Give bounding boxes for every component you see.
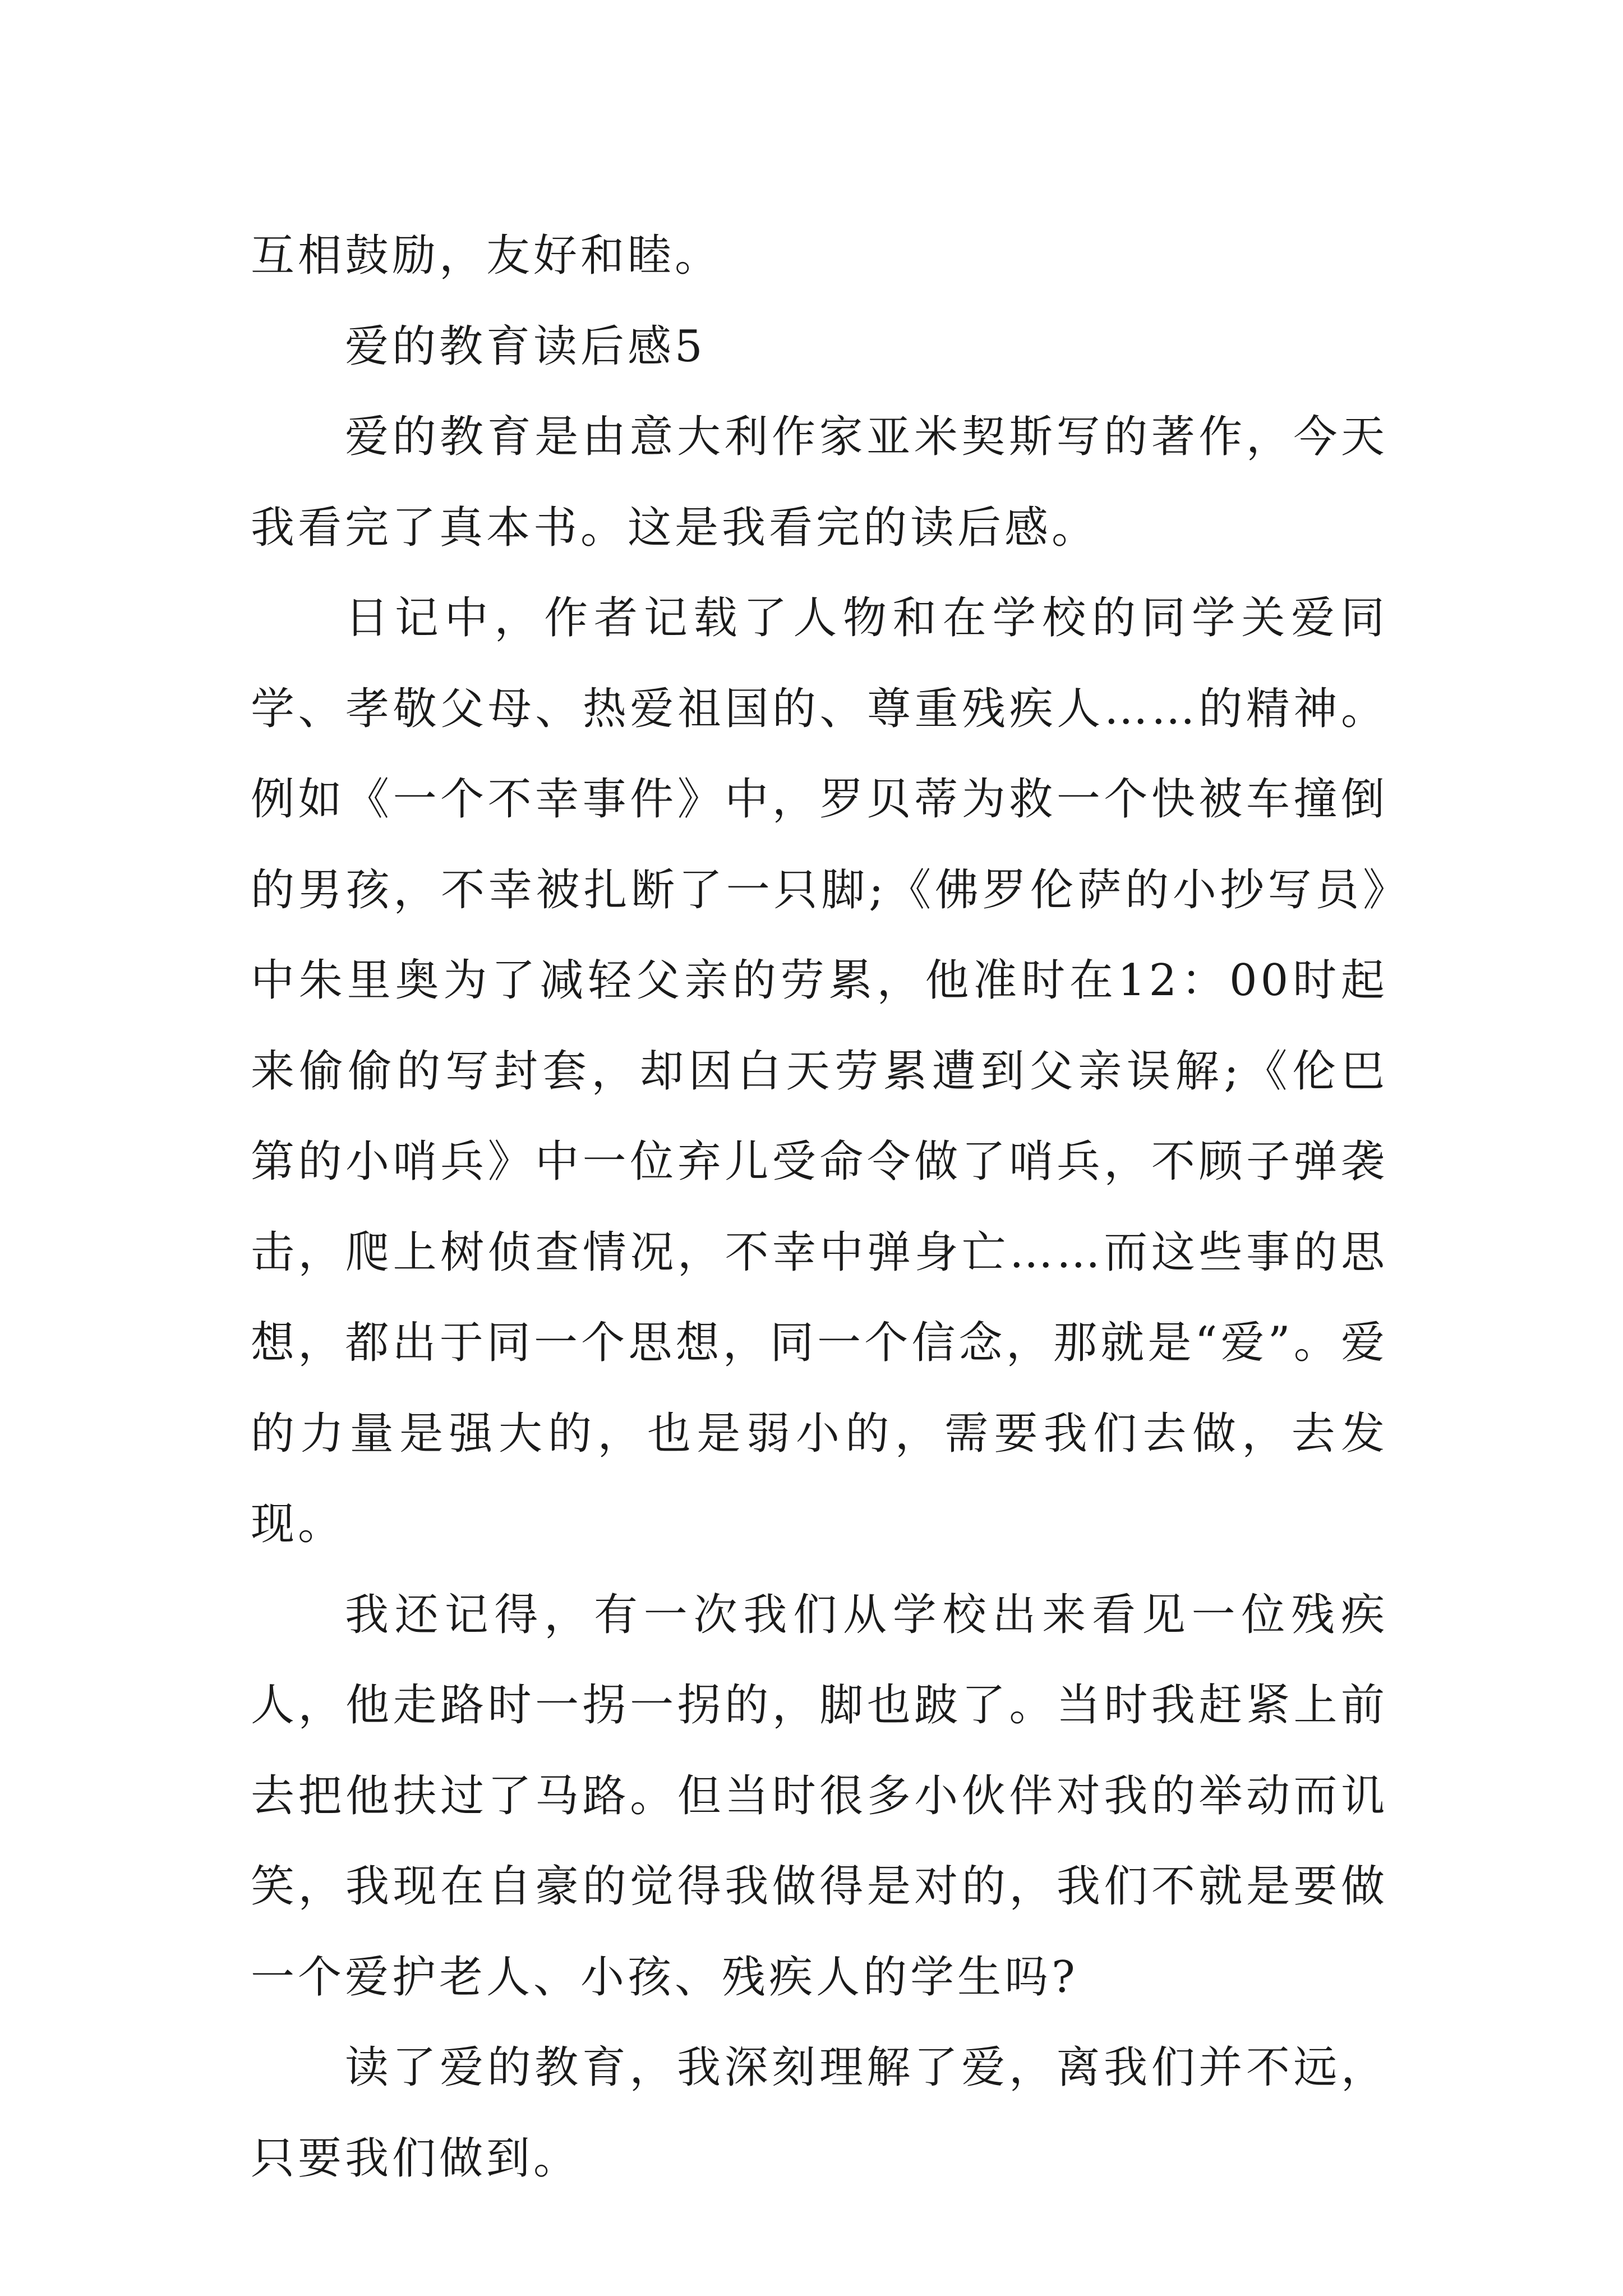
paragraph-conclusion: 读了爱的教育，我深刻理解了爱，离我们并不远，只要我们做到。 <box>251 2042 1388 2184</box>
paragraph-continuation: 互相鼓励，友好和睦。 <box>251 231 722 281</box>
paragraph-diary-examples: 日记中，作者记载了人物和在学校的同学关爱同学、孝敬父母、热爱祖国的、尊重残疾人……的精神。例如《一个不幸事件》中，罗贝蒂为救一个快被车撞倒的男孩，不幸被扎断了一只脚;《佛罗伦萨的小抄写员》中朱里奥为了减轻父亲的劳累，他准时在12：00时起来偷偷的写封套，却因白天劳累遭到父亲误解;《伦巴第的小哨兵》中一位弃儿受命令做了哨兵，不顾子弹袭击，爬上树侦查情况，不幸中弹身亡……而这些事的思想，都出于同一个思想，同一个信念，那就是“爱”。爱的力量是强大的，也是弱小的，需要我们去做，去发现。 <box>251 593 1388 1549</box>
paragraph-intro: 爱的教育是由意大利作家亚米契斯写的著作，今天我看完了真本书。这是我看完的读后感。 <box>251 412 1388 553</box>
section-heading: 爱的教育读后感5 <box>345 321 706 372</box>
paragraph-personal-story: 我还记得，有一次我们从学校出来看见一位残疾人，他走路时一拐一拐的，脚也跛了。当时我赶紧上前去把他扶过了马路。但当时很多小伙伴对我的举动而讥笑，我现在自豪的觉得我做得是对的，我们不就是要做一个爱护老人、小孩、残疾人的学生吗? <box>251 1589 1388 2003</box>
document-body <box>251 211 1388 2204</box>
